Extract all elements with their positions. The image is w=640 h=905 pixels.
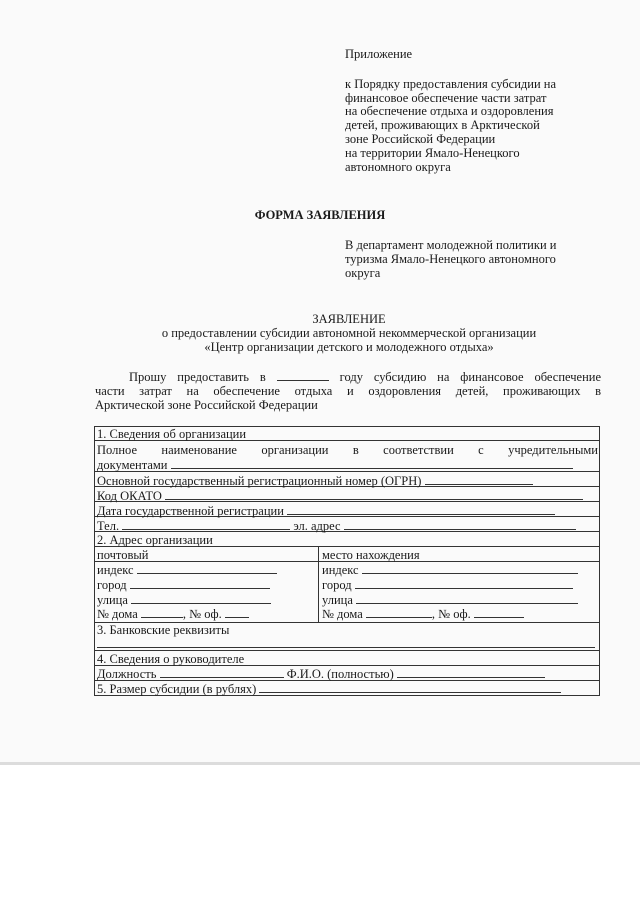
ogrn-row	[97, 473, 533, 488]
loc-house-field[interactable]	[366, 606, 432, 618]
email-label: эл. адрес	[293, 519, 341, 533]
loc-house-row	[322, 606, 524, 621]
postal-street-label: улица	[97, 593, 128, 607]
loc-index-field[interactable]	[362, 562, 578, 574]
request-paragraph	[95, 369, 601, 412]
postal-city-row	[97, 577, 270, 592]
postal-header: почтовый	[97, 548, 149, 562]
full-name-label-2: документами	[97, 458, 168, 472]
row-divider	[94, 650, 600, 651]
head-row	[97, 666, 545, 681]
year-blank[interactable]	[277, 369, 329, 381]
addressee-block	[345, 238, 556, 280]
section-head: 4. Сведения о руководителе	[97, 652, 245, 666]
annex-block	[345, 48, 556, 174]
postal-street-row	[97, 592, 271, 607]
full-name-field[interactable]	[171, 457, 573, 469]
loc-city-field[interactable]	[355, 577, 573, 589]
request-text: Прошу предоставить в	[129, 370, 266, 384]
section-org: 1. Сведения об организации	[97, 427, 247, 441]
reg-date-row	[97, 503, 555, 518]
ogrn-label: Основной государственный регистрационный номер (ОГРН)	[97, 474, 422, 488]
email-field[interactable]	[344, 518, 576, 530]
annex-line: к Порядку предоставления субсидии на	[345, 76, 557, 91]
tel-label: Тел.	[97, 519, 120, 533]
postal-office-label: , № оф.	[182, 607, 222, 621]
loc-index-row	[322, 562, 578, 577]
subsidy-label: 5. Размер субсидии (в рублях)	[97, 682, 257, 696]
loc-house-label: № дома	[322, 607, 363, 621]
okato-field[interactable]	[165, 488, 583, 500]
request-text: году субсидию на финансовое обеспечение	[339, 370, 602, 384]
loc-office-field[interactable]	[474, 606, 524, 618]
postal-house-label: № дома	[97, 607, 138, 621]
section-address: 2. Адрес организации	[97, 533, 213, 547]
okato-label: Код ОКАТО	[97, 489, 162, 503]
full-name-label: Полное наименование организации в соответствии с учредительными	[97, 443, 598, 457]
position-label: Должность	[97, 667, 157, 681]
annex-line: детей, проживающих в Арктической	[345, 118, 540, 133]
location-header: место нахождения	[322, 548, 420, 562]
loc-city-row	[322, 577, 573, 592]
request-line: Арктической зоне Российской Федерации	[95, 398, 318, 412]
bank-row	[97, 623, 229, 637]
fio-field[interactable]	[397, 666, 545, 678]
ogrn-field[interactable]	[425, 473, 533, 485]
request-line: части затрат на обеспечение отдыха и оздоровления детей, проживающих в	[95, 384, 601, 398]
column-divider	[318, 546, 319, 622]
annex-line: автономного округа	[345, 159, 451, 174]
okato-row	[97, 488, 583, 503]
bank-field[interactable]	[97, 636, 595, 648]
statement-subtitle-line: о предоставлении субсидии автономной некоммерческой организации	[161, 326, 537, 340]
statement-title: ЗАЯВЛЕНИЕ	[312, 312, 386, 326]
statement-subtitle-line: «Центр организации детского и молодежного отдыха»	[204, 340, 494, 354]
addressee-line: В департамент молодежной политики и	[345, 238, 557, 252]
loc-office-label: , № оф.	[431, 607, 471, 621]
addressee-line: туризма Ямало-Ненецкого автономного	[345, 252, 556, 266]
postal-index-field[interactable]	[137, 562, 277, 574]
postal-house-field[interactable]	[141, 606, 183, 618]
postal-street-field[interactable]	[131, 592, 271, 604]
postal-city-label: город	[97, 578, 127, 592]
annex-line: зоне Российской Федерации	[345, 131, 496, 146]
postal-office-field[interactable]	[225, 606, 249, 618]
position-field[interactable]	[160, 666, 284, 678]
loc-street-row	[322, 592, 578, 607]
postal-house-row	[97, 606, 249, 621]
annex-title: Приложение	[345, 47, 413, 61]
postal-index-label: индекс	[97, 563, 134, 577]
subsidy-row	[97, 681, 561, 696]
subsidy-field[interactable]	[259, 681, 561, 693]
fio-label: Ф.И.О. (полностью)	[286, 667, 394, 681]
scan-edge	[0, 762, 640, 765]
loc-index-label: индекс	[322, 563, 359, 577]
loc-street-label: улица	[322, 593, 353, 607]
postal-index-row	[97, 562, 277, 577]
tel-field[interactable]	[122, 518, 290, 530]
reg-date-field[interactable]	[287, 503, 555, 515]
contacts-row	[97, 518, 576, 533]
statement-subtitle	[0, 326, 640, 354]
form-title: ФОРМА ЗАЯВЛЕНИЯ	[254, 208, 386, 222]
postal-city-field[interactable]	[130, 577, 270, 589]
loc-street-field[interactable]	[356, 592, 578, 604]
reg-date-label: Дата государственной регистрации	[97, 504, 284, 518]
annex-line: на территории Ямало-Ненецкого	[345, 145, 520, 160]
bank-label: 3. Банковские реквизиты	[97, 623, 230, 637]
loc-city-label: город	[322, 578, 352, 592]
request-line	[95, 369, 601, 384]
annex-line: финансовое обеспечение части затрат	[345, 90, 547, 105]
addressee-line: округа	[345, 266, 381, 280]
full-name-row	[97, 457, 573, 472]
annex-line: на обеспечение отдыха и оздоровления	[345, 104, 554, 119]
